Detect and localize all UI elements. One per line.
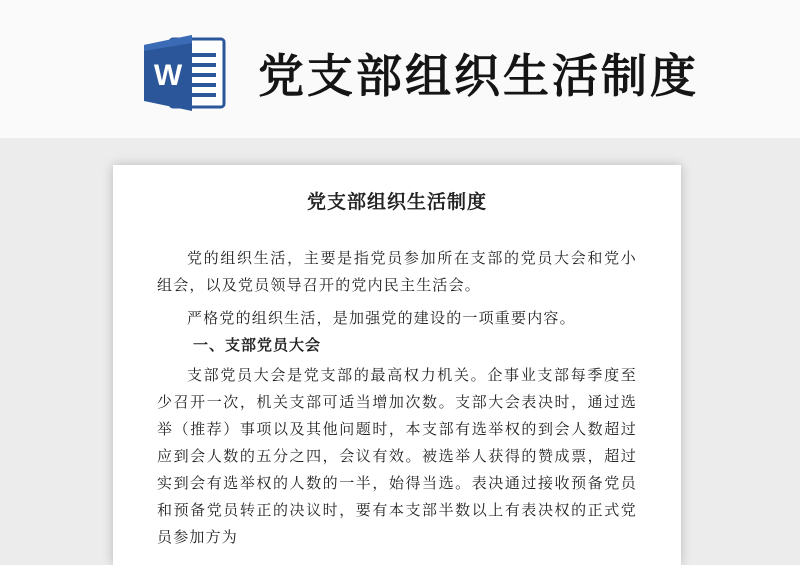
- paragraph-3: 支部党员大会是党支部的最高权力机关。企事业支部每季度至少召开一次，机关支部可适当增加次数。支部大会表决时，通过选举（推荐）事项以及其他问题时，本支部有选举权的到会人数超过应到会人数的五分之四，会议有效。被选举人获得的赞成票，超过实到会有选举权的人数的一半，始得当选。表决通过接收预备党员和预备党员转正的决议时，要有本支部半数以上有表决权的正式党员参加方为: [157, 366, 637, 546]
- page-title: 党支部组织生活制度: [258, 49, 699, 103]
- header-banner: [0, 0, 800, 138]
- document-title: 党支部组织生活制度: [306, 191, 487, 213]
- word-icon-letter: W: [153, 59, 183, 92]
- paragraph-1: 党的组织生活，主要是指党员参加所在支部的党员大会和党小组会，以及党员领导召开的党内民主生活会。: [157, 249, 637, 294]
- section-heading: 一、支部党员大会: [193, 336, 322, 354]
- word-document-icon: [142, 33, 228, 113]
- paragraph-2: 严格党的组织生活，是加强党的建设的一项重要内容。: [187, 309, 576, 327]
- document-page: [113, 165, 681, 565]
